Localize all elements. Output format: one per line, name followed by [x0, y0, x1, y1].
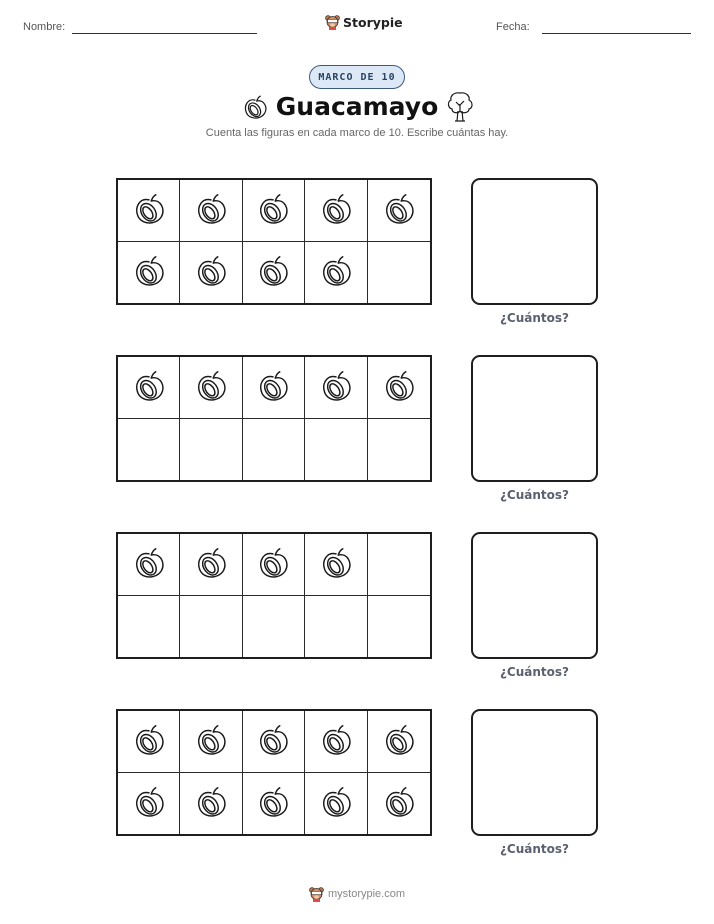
- ten-frame-cell: [180, 419, 242, 481]
- ten-frame: [116, 532, 432, 659]
- ten-frame-cell: [180, 357, 242, 419]
- brand-logo: [325, 14, 403, 30]
- ten-frame-cell: [305, 242, 367, 304]
- ten-frame-cell: [118, 773, 180, 835]
- ten-frame-cell: [243, 711, 305, 773]
- ten-frame-cell: [243, 773, 305, 835]
- ten-frame-cell: [118, 419, 180, 481]
- worksheet-type-badge: MARCO DE 10: [309, 65, 405, 89]
- plum-fruit-icon: [255, 254, 291, 290]
- plum-fruit-icon: [255, 723, 291, 759]
- ten-frame-cell: [305, 711, 367, 773]
- ten-frame-cell: [180, 180, 242, 242]
- answer-box[interactable]: [471, 709, 598, 836]
- plum-fruit-icon: [381, 369, 417, 405]
- ten-frame-cell: [368, 357, 430, 419]
- answer-box[interactable]: [471, 532, 598, 659]
- ten-frame-cell: [180, 596, 242, 658]
- how-many-label: ¿Cuántos?: [499, 842, 570, 856]
- plum-fruit-icon: [318, 254, 354, 290]
- ten-frame-cell: [368, 773, 430, 835]
- ten-frame: [116, 709, 432, 836]
- name-line[interactable]: [72, 33, 257, 34]
- plum-fruit-icon: [318, 546, 354, 582]
- plum-fruit-icon: [318, 192, 354, 228]
- brand-name: Storypie: [343, 14, 403, 30]
- plum-fruit-icon: [131, 254, 167, 290]
- plum-fruit-icon: [255, 546, 291, 582]
- plum-fruit-icon: [381, 192, 417, 228]
- answer-box[interactable]: [471, 355, 598, 482]
- date-label: Fecha:: [496, 21, 530, 33]
- ten-frame-cell: [243, 357, 305, 419]
- ten-frame-cell: [243, 596, 305, 658]
- ten-frame-cell: [368, 534, 430, 596]
- ten-frame-cell: [305, 773, 367, 835]
- ten-frame-cell: [180, 534, 242, 596]
- bear-mascot-icon: [325, 14, 340, 30]
- plum-fruit-icon: [255, 369, 291, 405]
- ten-frame-cell: [368, 596, 430, 658]
- plum-fruit-icon: [318, 369, 354, 405]
- ten-frame-cell: [118, 357, 180, 419]
- ten-frame-cell: [368, 419, 430, 481]
- how-many-label: ¿Cuántos?: [499, 665, 570, 679]
- plum-fruit-icon: [381, 723, 417, 759]
- ten-frame-cell: [243, 419, 305, 481]
- ten-frame-cell: [118, 242, 180, 304]
- ten-frame-cell: [180, 242, 242, 304]
- plum-fruit-icon: [193, 369, 229, 405]
- plum-fruit-icon: [318, 723, 354, 759]
- ten-frame: [116, 178, 432, 305]
- bear-mascot-icon: [309, 886, 324, 902]
- date-line[interactable]: [542, 33, 691, 34]
- ten-frame-cell: [118, 596, 180, 658]
- plum-fruit-icon: [131, 785, 167, 821]
- plum-fruit-icon: [131, 723, 167, 759]
- ten-frame-cell: [368, 711, 430, 773]
- plum-fruit-icon: [193, 254, 229, 290]
- ten-frame-cell: [118, 711, 180, 773]
- plum-fruit-icon: [193, 723, 229, 759]
- ten-frame-cell: [180, 711, 242, 773]
- ten-frame-cell: [243, 534, 305, 596]
- ten-frame-cell: [180, 773, 242, 835]
- tree-icon: [445, 90, 475, 124]
- ten-frame-cell: [118, 534, 180, 596]
- ten-frame: [116, 355, 432, 482]
- plum-fruit-icon: [193, 785, 229, 821]
- plum-fruit-icon: [131, 369, 167, 405]
- name-label: Nombre:: [23, 21, 66, 33]
- plum-fruit-icon: [255, 785, 291, 821]
- ten-frame-cell: [368, 180, 430, 242]
- plum-fruit-icon: [131, 546, 167, 582]
- ten-frame-cell: [305, 596, 367, 658]
- page-title: Guacamayo: [275, 92, 439, 121]
- plum-fruit-icon: [131, 192, 167, 228]
- plum-fruit-icon: [318, 785, 354, 821]
- ten-frame-cell: [305, 534, 367, 596]
- ten-frame-cell: [368, 242, 430, 304]
- footer-url[interactable]: mystorypie.com: [327, 888, 406, 900]
- ten-frame-cell: [243, 180, 305, 242]
- plum-fruit-icon: [193, 546, 229, 582]
- answer-box[interactable]: [471, 178, 598, 305]
- how-many-label: ¿Cuántos?: [499, 488, 570, 502]
- ten-frame-cell: [243, 242, 305, 304]
- how-many-label: ¿Cuántos?: [499, 311, 570, 325]
- ten-frame-cell: [305, 419, 367, 481]
- instructions: Cuenta las figuras en cada marco de 10. Escribe cuántas hay.: [205, 127, 509, 139]
- plum-fruit-icon: [193, 192, 229, 228]
- plum-fruit-icon: [381, 785, 417, 821]
- ten-frame-cell: [118, 180, 180, 242]
- footer: [0, 886, 714, 902]
- ten-frame-cell: [305, 180, 367, 242]
- ten-frame-cell: [305, 357, 367, 419]
- plum-fruit-icon: [255, 192, 291, 228]
